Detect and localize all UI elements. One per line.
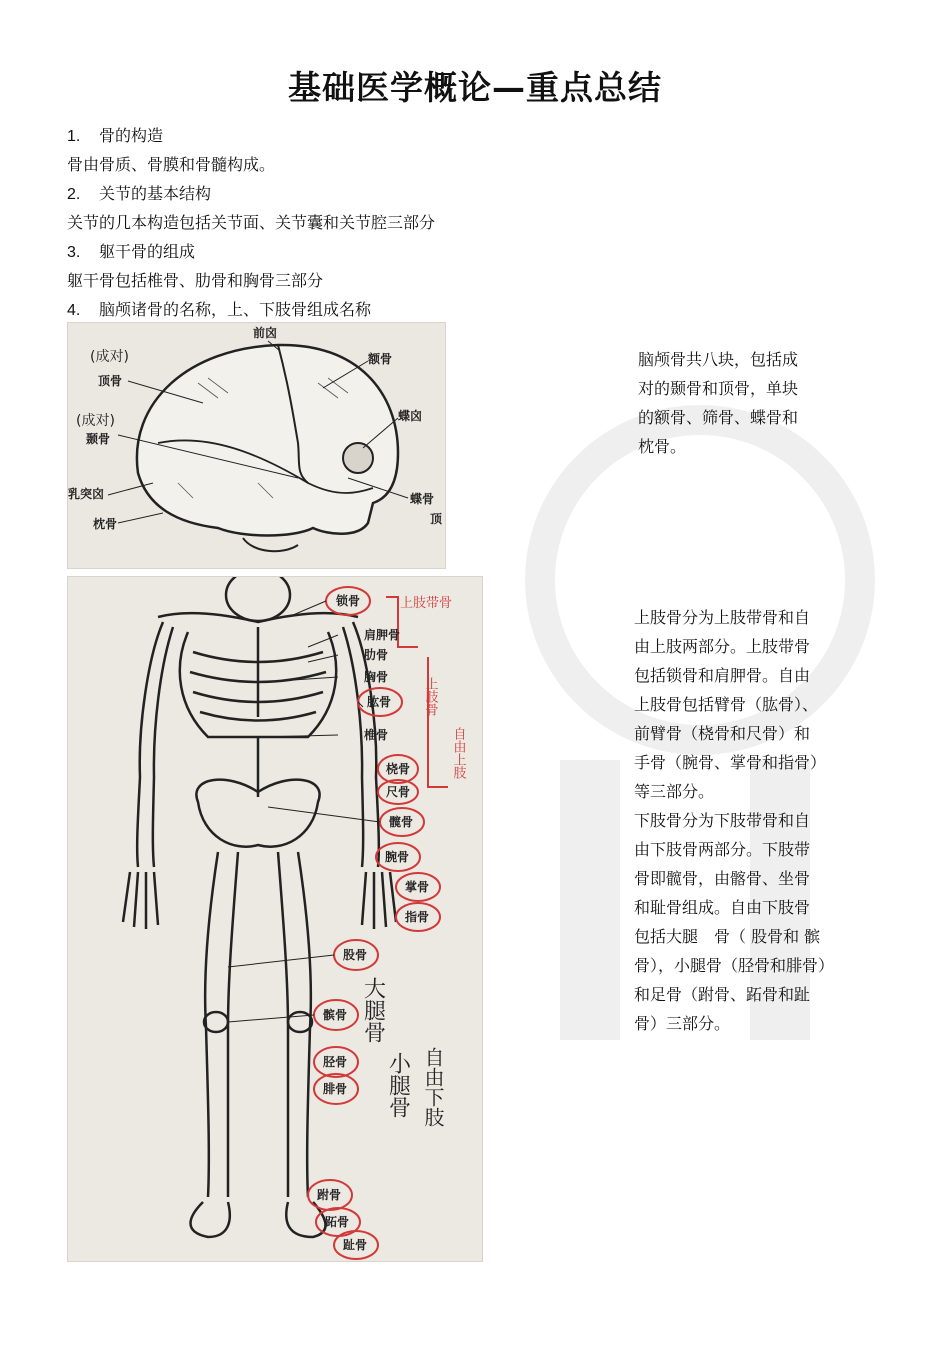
hand-xiaotui-gu: 小腿骨 [385,1052,411,1118]
limb-note-line: 由下肢骨两部分。下肢带 [634,840,811,859]
hand-ziyou-shangzhi: 自由上肢 [450,727,466,779]
limb-note-line: 骨即髋骨，由髂骨、坐骨 [634,869,811,888]
hand-datui-gu: 大腿骨 [360,977,386,1043]
label-jinggu: 胫骨 [323,1055,348,1069]
section-2-heading: 2. 关节的基本结构 [67,184,212,203]
section-4-heading: 4. 脑颅诸骨的名称，上、下肢骨组成名称 [67,300,372,319]
limb-note-line: 和耻骨组成。自由下肢骨 [634,898,811,917]
label-ding: 顶 [430,512,443,526]
label-zhanggu: 掌骨 [405,880,430,894]
label-qianxin: 前囟 [253,326,278,340]
label-dinggu: 顶骨 [98,374,123,388]
skull-diagram-image [67,322,446,569]
label-diexin: 蝶囟 [398,409,423,423]
page-title: 基础医学概论—重点总结 [288,68,662,107]
skull-note-line: 对的颞骨和顶骨，单块 [638,379,799,398]
skull-note-line: 枕骨。 [638,437,687,456]
limb-note-line: 和足骨（跗骨、跖骨和趾 [634,985,811,1004]
section-3-body: 躯干骨包括椎骨、肋骨和胸骨三部分 [67,271,324,290]
label-leigu: 肋骨 [364,648,389,662]
label-xionggu: 胸骨 [364,670,389,684]
label-feigu: 腓骨 [323,1082,348,1096]
skull-note-line: 的额骨、筛骨、蝶骨和 [638,408,799,427]
label-wangu: 腕骨 [385,850,410,864]
limb-note-line: 骨），小腿骨（胫骨和腓骨） [634,956,835,975]
limb-note-line: 由上肢两部分。上肢带骨 [634,637,811,656]
label-honggu: 肱骨 [367,695,392,709]
label-zhuigu: 椎骨 [364,728,389,742]
section-2-body: 关节的几本构造包括关节面、关节囊和关节腔三部分 [67,213,436,232]
hand-shangzhi-gu: 上肢骨 [422,677,438,716]
limb-note-line: 前臂骨（桡骨和尺骨）和 [634,724,811,743]
hand-ziyou-xiazhi: 自由下肢 [421,1047,445,1127]
label-zhigu: 指骨 [405,910,430,924]
label-niegu: 颞骨 [86,432,111,446]
limb-note-line: 包括锁骨和肩胛骨。自由 [634,666,811,685]
label-fugu: 跗骨 [317,1188,342,1202]
limb-note-line: 包括大腿 骨（ 股骨和 髌 [634,927,821,946]
label-gugu: 股骨 [343,948,368,962]
label-bingu: 髌骨 [323,1008,348,1022]
label-zhigu3: 趾骨 [343,1238,368,1252]
label-jianjiagu: 肩胛骨 [364,628,401,642]
limb-note-line: 手骨（腕骨、掌骨和指骨） [634,753,827,772]
label-chigu: 尺骨 [386,785,411,799]
section-3-heading: 3. 躯干骨的组成 [67,242,196,261]
limb-note-line: 下肢骨分为下肢带骨和自 [634,811,811,830]
skeleton-diagram-image [67,576,483,1262]
note-chengdui-2: (成对) [76,413,115,429]
limb-note [634,603,859,1038]
label-zhengu: 枕骨 [93,517,118,531]
label-suogu: 锁骨 [336,594,361,608]
limb-note-line: 等三部分。 [634,782,715,801]
limb-note-line: 骨）三部分。 [634,1014,731,1033]
skull-note-line: 脑颅骨共八块，包括成 [638,350,799,369]
label-kuangu: 髋骨 [389,815,414,829]
note-chengdui-1: (成对) [90,349,129,365]
label-egu: 额骨 [368,352,393,366]
section-1-body: 骨由骨质、骨膜和骨髓构成。 [67,155,276,174]
hand-shangzhi-daigu: 上肢带骨 [400,596,453,611]
section-1-heading: 1. 骨的构造 [67,126,164,145]
limb-note-line: 上肢骨分为上肢带骨和自 [634,608,811,627]
label-diegu: 蝶骨 [410,492,435,506]
skull-note [638,345,858,461]
label-raogu: 桡骨 [386,762,411,776]
label-zhigu2: 跖骨 [325,1215,350,1229]
label-rutuxin: 乳突囟 [68,487,105,501]
limb-note-line: 上肢骨包括臂骨（肱骨）、 [634,695,819,714]
